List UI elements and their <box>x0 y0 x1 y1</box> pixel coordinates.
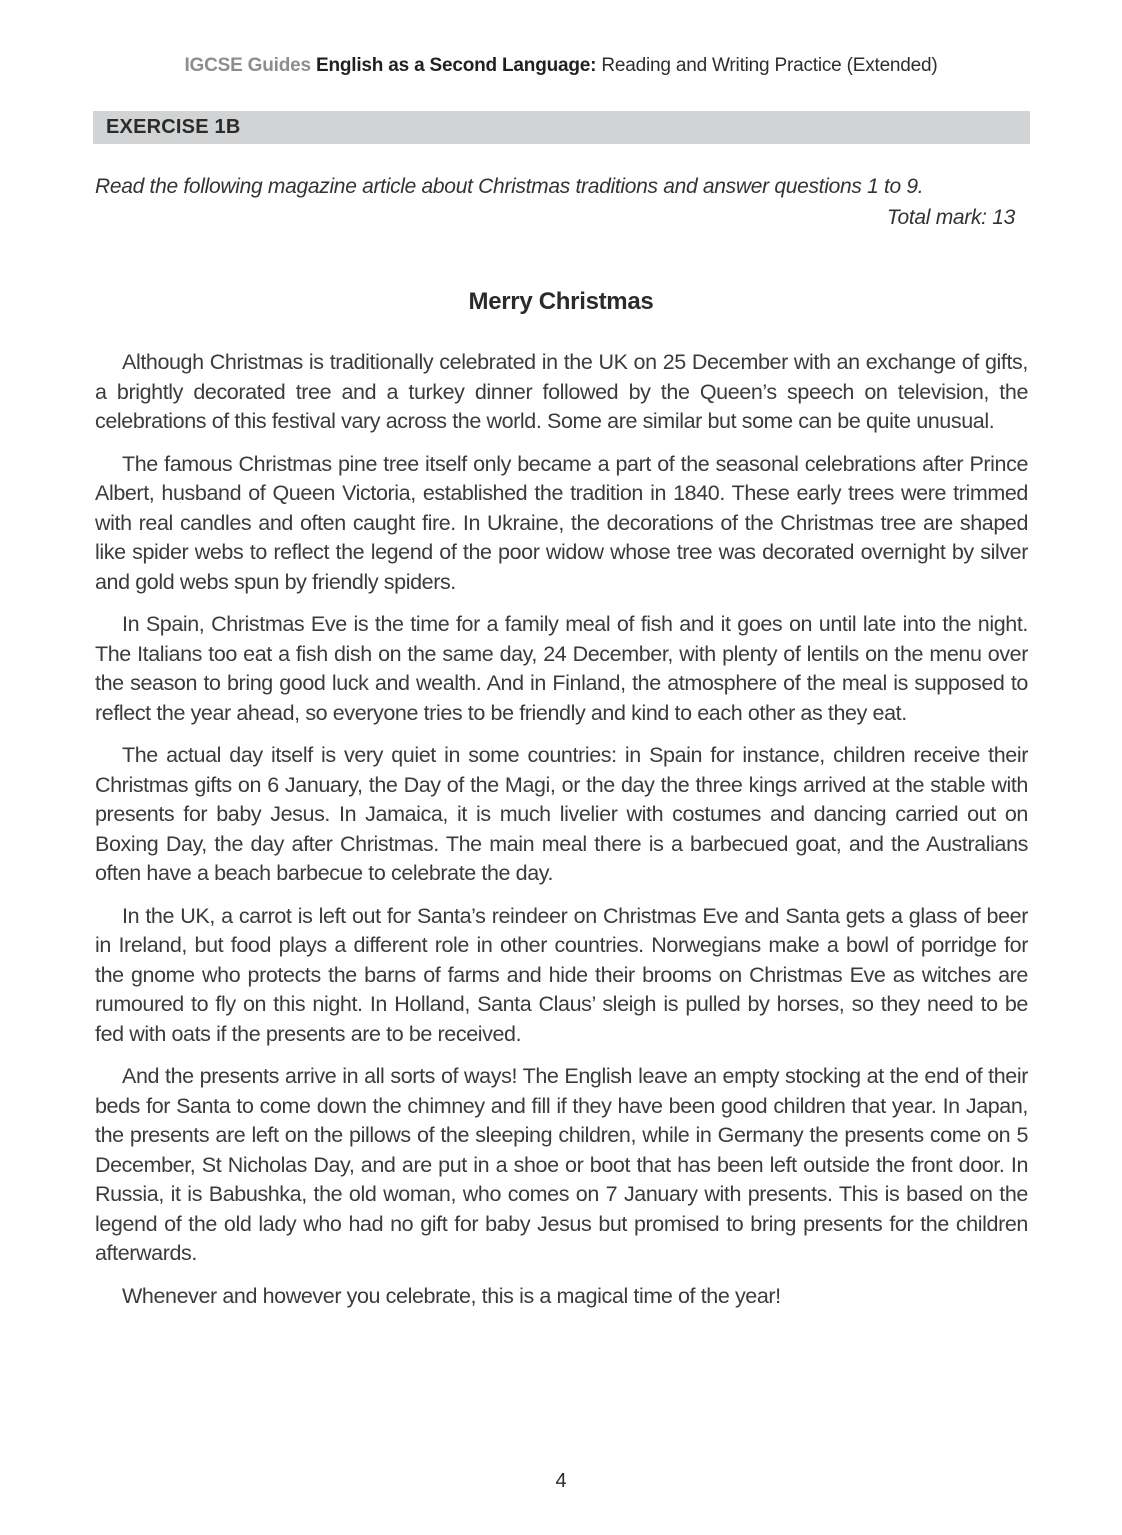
article-paragraph-2: The famous Christmas pine tree itself only became a part of the seasonal celebrations after Prince Albert, husband of Queen Victoria, established the tradition in 1840. These early trees were trimmed with real candles and often caught fire. In Ukraine, the decorations of the Christmas tree are shaped like spider webs to reflect the legend of the poor widow whose tree was decorated overnight by silver and gold webs spun by friendly spiders. <box>95 451 1028 594</box>
header-subtitle: Reading and Writing Practice (Extended) <box>601 55 938 76</box>
running-header <box>0 55 1122 77</box>
header-brand: IGCSE Guides <box>184 55 311 76</box>
article-paragraph-4: The actual day itself is very quiet in some countries: in Spain for instance, children receive their Christmas gifts on 6 January, the Day of the Magi, or the day the three kings arrived at the stable with presents for baby Jesus. In Jamaica, it is much livelier with costumes and dancing carried out on Boxing Day, the day after Christmas. The main meal there is a barbecued goat, and the Australians often have a beach barbecue to celebrate the day. <box>95 743 1028 885</box>
article-paragraph-5: In the UK, a carrot is left out for Santa’s reindeer on Christmas Eve and Santa gets a glass of beer in Ireland, but food plays a different role in other countries. Norwegians make a bowl of porridge for the gnome who protects the barns of farms and hide their brooms on Christmas Eve as witches are rumoured to fly on this night. In Holland, Santa Claus’ sleigh is pulled by horses, so they need to be fed with oats if the presents are to be received. <box>95 903 1028 1046</box>
article-paragraph-6: And the presents arrive in all sorts of ways! The English leave an empty stocking at the end of their beds for Santa to come down the chimney and fill if they have been good children that year. In Japan, the presents are left on the pillows of the sleeping children, while in Germany the presents come on 5 December, St Nicholas Day, and are put in a shoe or boot that has been left outside the front door. In Russia, it is Babushka, the old woman, who comes on 7 January with presents. This is based on the legend of the old lady who had no gift for baby Jesus but promised to bring presents for the children afterwards. <box>95 1064 1028 1265</box>
exercise-heading-bar <box>93 111 1030 144</box>
article-paragraph-7: Whenever and however you celebrate, this is a magical time of the year! <box>122 1283 781 1308</box>
total-mark-text: Total mark: 13 <box>886 206 1015 229</box>
article-paragraph-1: Although Christmas is traditionally celebrated in the UK on 25 December with an exchange of gifts, a brightly decorated tree and a turkey dinner followed by the Queen’s speech on television, the celebrations of this festival vary across the world. Some are similar but some can be quite unusual. <box>95 350 1028 433</box>
instruction-text: Read the following magazine article about Christmas traditions and answer questions 1 to 9. <box>95 175 924 198</box>
page-number: 4 <box>555 1470 567 1492</box>
header-series: English as a Second Language: <box>315 55 597 76</box>
exercise-label: EXERCISE 1B <box>106 116 241 138</box>
article-paragraph-3: In Spain, Christmas Eve is the time for a family meal of fish and it goes on until late into the night. The Italians too eat a fish dish on the same day, 24 December, with plenty of lentils on the menu over the season to bring good luck and wealth. And in Finland, the atmosphere of the meal is supposed to reflect the year ahead, so everyone tries to be friendly and kind to each other as they eat. <box>95 612 1028 725</box>
article-body <box>95 348 1028 1311</box>
article-title: Merry Christmas <box>468 288 654 315</box>
